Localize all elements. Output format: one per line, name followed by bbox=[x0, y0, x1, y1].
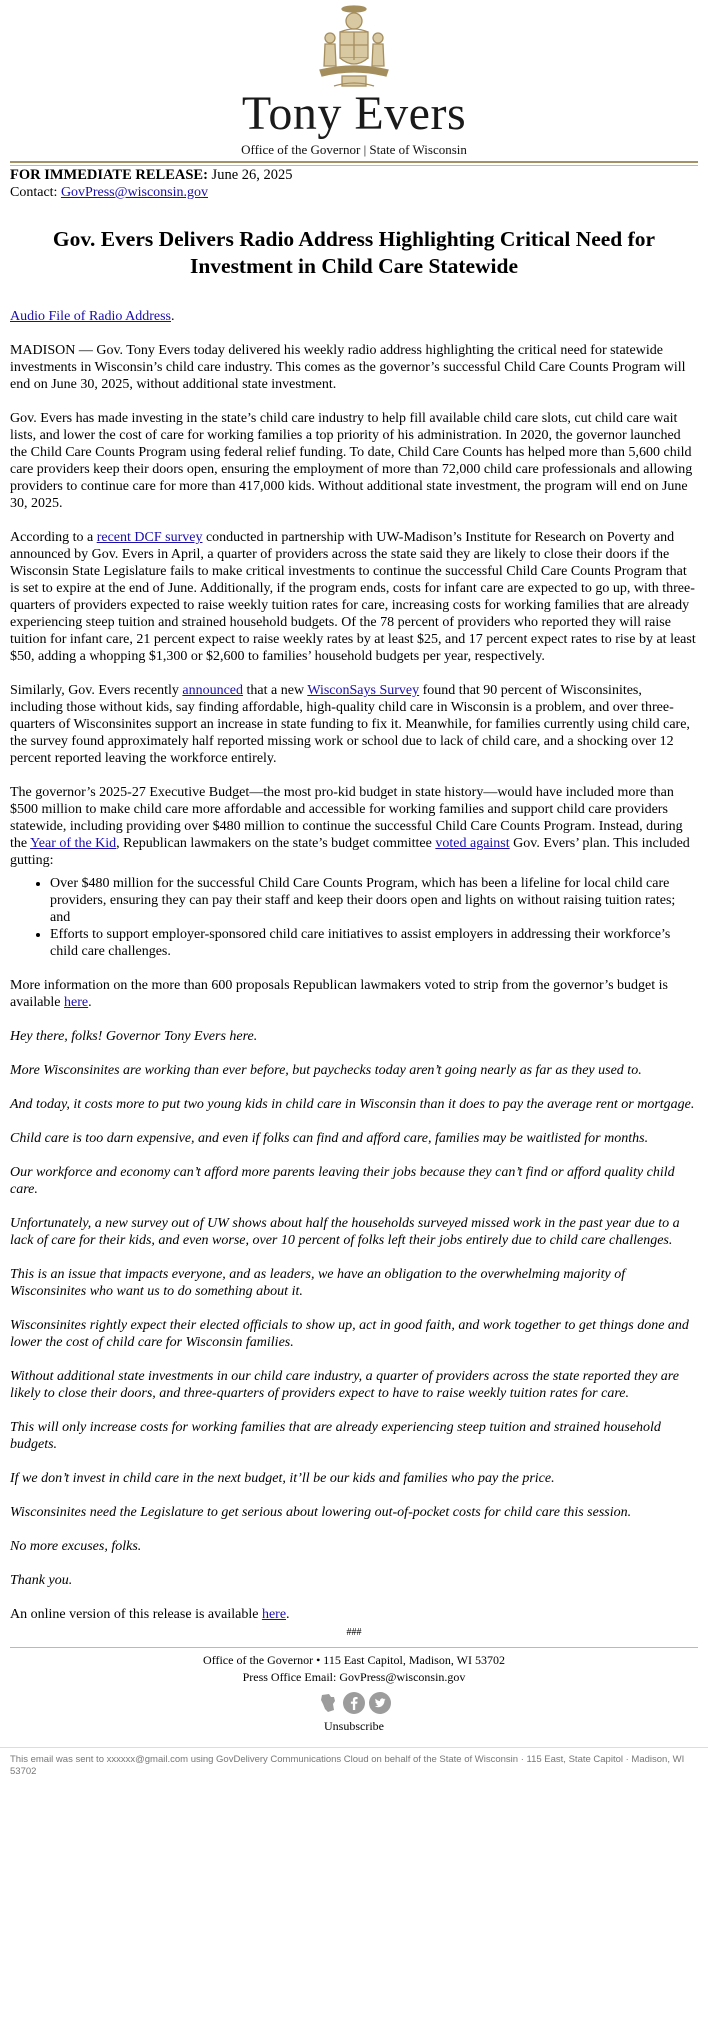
paragraph-5 bbox=[10, 784, 698, 869]
p6-text-start: More information on the more than 600 proposals Republican lawmakers voted to strip from the governor’s budget is available bbox=[10, 978, 668, 1010]
paragraph-6 bbox=[10, 977, 698, 1011]
transcript-line: This is an issue that impacts everyone, and as leaders, we have an obligation to the overwhelming majority of Wisconsinites who want us to do something about it. bbox=[10, 1267, 626, 1299]
end-marks: ### bbox=[346, 1627, 362, 1638]
paragraph-3 bbox=[10, 529, 698, 665]
office-subtitle: Office of the Governor | State of Wisconsin bbox=[241, 142, 467, 157]
p5-text-mid: , Republican lawmakers on the state’s budget committee bbox=[116, 836, 436, 851]
contact-line bbox=[10, 184, 698, 202]
p3-text-end: conducted in partnership with UW-Madison’s Institute for Research on Poverty and announced by Gov. Evers in April, a quarter of providers across the state said they are likely to close their doors if the Wisconsin State Legislature fails to make critical investments to continue the successful Child Care Counts Program that is set to expire at the end of June. Additionally, if the program ends, costs for infant care are expected to go up, with three-quarters of providers expected to raise weekly tuition rates for care, increasing costs for working families that are already experiencing steep tuition and strained household budgets. Of the 78 percent of providers who reported they will raise tuition for infant care, 21 percent expect to raise weekly rates by at least $25, and 17 percent expect rates to rise by at least $50, adding a whopping $1,300 or $2,600 to families’ household budgets per year, respectively. bbox=[10, 530, 696, 664]
transcript-line: Without additional state investments in our child care industry, a quarter of providers across the state reported they are likely to close their doors, and three-quarters of providers expect to have to raise weekly tuition rates for care. bbox=[10, 1369, 679, 1401]
transcript-line: Our workforce and economy can’t afford more parents leaving their jobs because they can’t find or afford quality child care. bbox=[10, 1165, 675, 1197]
paragraph-1: MADISON — Gov. Tony Evers today delivered his weekly radio address highlighting the critical need for statewide investments in Wisconsin’s child care industry. This comes as the governor’s successful Child Care Counts Program will end on June 30, 2025, without additional state investment. bbox=[10, 343, 686, 392]
gutting-list bbox=[10, 875, 698, 960]
transcript-line: Hey there, folks! Governor Tony Evers here. bbox=[10, 1029, 258, 1044]
announced-link[interactable]: announced bbox=[182, 683, 244, 698]
dcf-survey-link[interactable]: recent DCF survey bbox=[96, 530, 203, 545]
transcript-line: Thank you. bbox=[10, 1573, 73, 1588]
transcript-line: Wisconsinites rightly expect their elected officials to show up, act in good faith, and work together to get things done and lower the cost of child care for Wisconsin families. bbox=[10, 1318, 689, 1350]
twitter-icon[interactable] bbox=[369, 1692, 391, 1714]
wisconsays-survey-link[interactable]: WisconSays Survey bbox=[307, 683, 420, 698]
unsubscribe-link[interactable]: Unsubscribe bbox=[324, 1719, 384, 1733]
footer-press-email: Press Office Email: GovPress@wisconsin.gov bbox=[242, 1670, 466, 1684]
transcript-line: Wisconsinites need the Legislature to get serious about lowering out-of-pocket costs for child care this session. bbox=[10, 1505, 632, 1520]
contact-label: Contact: bbox=[10, 185, 58, 200]
social-links bbox=[0, 1692, 708, 1714]
online-version-link[interactable]: here bbox=[261, 1607, 287, 1622]
p4-text-mid: that a new bbox=[243, 683, 308, 698]
audio-line bbox=[10, 308, 698, 325]
online-suffix: . bbox=[286, 1607, 290, 1622]
contact-email-link[interactable]: GovPress@wisconsin.gov bbox=[60, 185, 208, 200]
transcript-line: This will only increase costs for working families that are already experiencing steep tuition and strained household budgets. bbox=[10, 1420, 661, 1452]
p5-text-start: The governor’s 2025-27 Executive Budget—the most pro-kid budget in state history—would have included more than $500 million to make child care more affordable and accessible for working families and support child care providers statewide, including providing over $480 million to continue the successful Child Care Counts Program. Instead, during the bbox=[10, 785, 683, 851]
release-label: FOR IMMEDIATE RELEASE: bbox=[10, 167, 208, 183]
fine-print: This email was sent to xxxxxx@gmail.com using GovDelivery Communications Cloud on behalf of the State of Wisconsin · 115 East, State Capitol · Madison, WI 53702 bbox=[10, 1754, 685, 1777]
header-rule bbox=[10, 161, 698, 163]
paragraph-4 bbox=[10, 682, 698, 767]
radio-transcript bbox=[10, 1028, 698, 1589]
transcript-line: If we don’t invest in child care in the next budget, it’ll be our kids and families who pay the price. bbox=[10, 1471, 555, 1486]
list-item: • Efforts to support employer-sponsored child care initiatives to assist employers in addressing their workforce’s child care challenges. bbox=[50, 926, 698, 960]
wisconsin-seal-icon bbox=[312, 4, 396, 90]
header bbox=[0, 0, 708, 166]
p6-text-end: . bbox=[88, 995, 92, 1010]
audio-file-link[interactable]: Audio File of Radio Address bbox=[10, 309, 171, 324]
transcript-line: More Wisconsinites are working than ever before, but paychecks today aren’t going nearly as far as they used to. bbox=[10, 1063, 642, 1078]
release-line bbox=[10, 166, 698, 184]
transcript-line: Child care is too darn expensive, and even if folks can find and afford care, families may be waitlisted for months. bbox=[10, 1131, 649, 1146]
transcript-line: No more excuses, folks. bbox=[10, 1539, 142, 1554]
paragraph-2: Gov. Evers has made investing in the state’s child care industry to help fill available child care slots, cut child care wait lists, and lower the cost of care for working families a top priority of his administration. In 2020, the governor launched the Child Care Counts Program using federal relief funding. To date, Child Care Counts has helped more than 5,600 child care providers keep their doors open, ensuring the employment of more than 72,000 child care professionals and allowing providers to continue care for more than 417,000 kids. Without additional state investment, the program will end on June 30, 2025. bbox=[10, 411, 693, 511]
transcript-line: And today, it costs more to put two young kids in child care in Wisconsin than it does to pay the average rent or mortgage. bbox=[10, 1097, 695, 1112]
list-item: • Over $480 million for the successful Child Care Counts Program, which has been a lifeline for local child care providers, ensuring they can pay their staff and keep their doors open and lights on without raising tuition rates; and bbox=[50, 875, 698, 926]
year-of-the-kid-link[interactable]: Year of the Kid bbox=[30, 836, 117, 851]
release-body bbox=[0, 166, 708, 1639]
voted-against-link[interactable]: voted against bbox=[435, 836, 510, 851]
budget-proposals-link[interactable]: here bbox=[64, 995, 89, 1010]
audio-suffix: . bbox=[171, 309, 175, 324]
p4-text-start: Similarly, Gov. Evers recently bbox=[10, 683, 183, 698]
p4-text-end: found that 90 percent of Wisconsinites, including those without kids, say finding affordable, high-quality child care in Wisconsin is a problem, and over three-quarters of Wisconsinites support an increase in state funding to fix it. Meanwhile, for families currently using child care, the survey found approximately half reported missing work or school due to lack of child care, and a shocking over 12 percent reported leaving the workforce entirely. bbox=[10, 683, 690, 766]
wisconsin-icon[interactable] bbox=[317, 1692, 339, 1714]
headline: Gov. Evers Delivers Radio Address Highlighting Critical Need for Investment in Child Care Statewide bbox=[52, 227, 656, 278]
p5-text-end: Gov. Evers’ plan. This included gutting: bbox=[10, 836, 690, 868]
facebook-icon[interactable] bbox=[343, 1692, 365, 1714]
p3-text-start: According to a bbox=[10, 530, 97, 545]
footer-address: Office of the Governor • 115 East Capitol, Madison, WI 53702 bbox=[203, 1653, 505, 1667]
footer bbox=[0, 1648, 708, 1735]
online-text: An online version of this release is available bbox=[10, 1607, 262, 1622]
online-version-line bbox=[10, 1606, 698, 1623]
transcript-line: Unfortunately, a new survey out of UW shows about half the households surveyed missed work in the past year due to a lack of care for their kids, and even worse, over 10 percent of folks left their jobs entirely due to child care challenges. bbox=[10, 1216, 680, 1248]
governor-name: Tony Evers bbox=[241, 87, 467, 140]
release-date: June 26, 2025 bbox=[211, 167, 293, 183]
